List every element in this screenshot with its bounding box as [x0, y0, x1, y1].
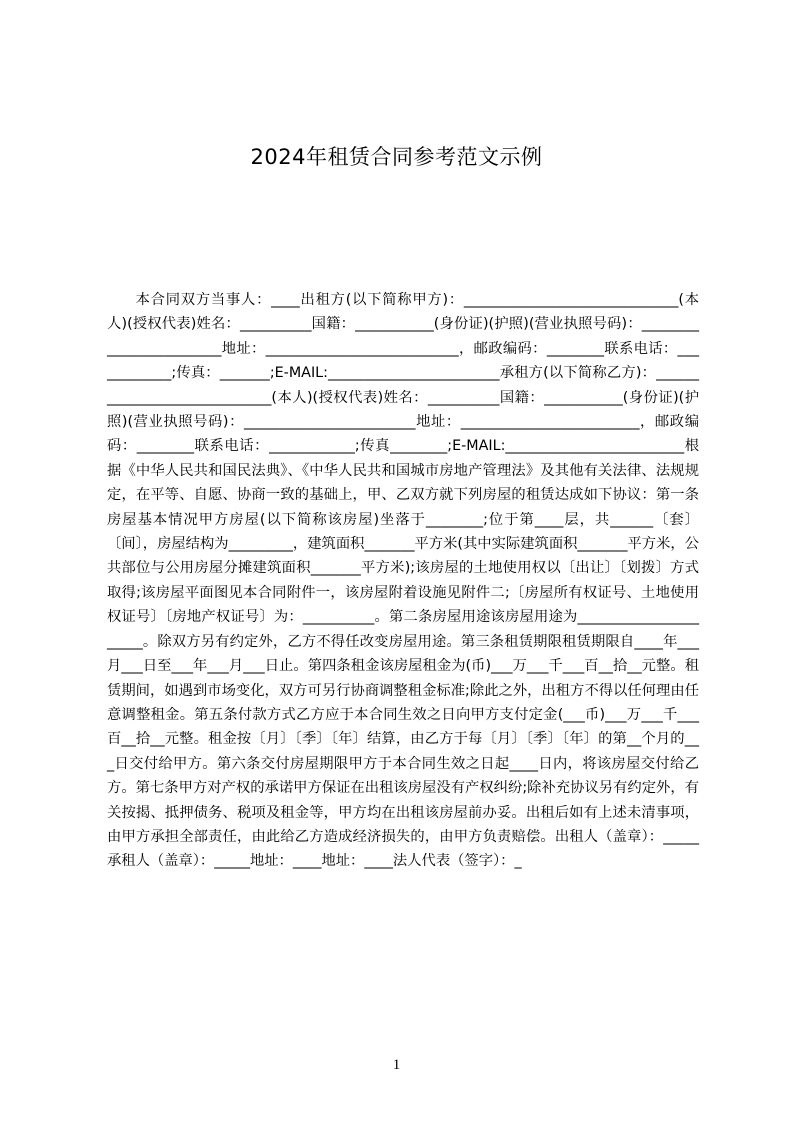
- document-title: 2024年租赁合同参考范文示例: [250, 145, 543, 169]
- contract-body-text: 本合同双方当事人：____出租方(以下简称甲方)：______________________________(本人)(授权代表)姓名：__________国籍：___________(身份证)(护照)(营业执照号码)：________________________地址：___________________________，邮政编码：________联系电话：____________;传真：_______;E-MAIL:________________________承租方(以下简称乙方)：_____________________________(本人)(授权代表)姓名：__________国籍：___________(身份证)(护照)(营业执照号码)：________________________地址：_________________________，邮政编码：________联系电话：____________;传真________;E-MAIL:_________________________根据《中华人民共和国民法典》、《中华人民共和国城市房地产管理法》及其他有关法律、法规规定，在平等、自愿、协商一致的基础上，甲、乙双方就下列房屋的租赁达成如下协议：第一条房屋基本情况甲方房屋(以下简称该房屋)坐落于________;位于第____层，共______〔套〕〔间〕，房屋结构为_________，建筑面积_______平方米(其中实际建筑面积_______平方米，公共部位与公用房屋分摊建筑面积_______平方米);该房屋的土地使用权以〔出让〕〔划拨〕方式取得;该房屋平面图见本合同附件一，该房屋附着设施见附件二;〔房屋所有权证号、土地使用权证号〕〔房地产权证号〕为：__________。第二条房屋用途该房屋用途为______________________。除双方另有约定外，乙方不得任改变房屋用途。第三条租赁期限租赁期限自____年___月___日至___年___月___日止。第四条租金该房屋租金为(币)___万___千___百__拾__元整。租赁期间，如遇到市场变化，双方可另行协商调整租金标准;除此之外，出租方不得以任何理由任意调整租金。第五条付款方式乙方应于本合同生效之日向甲方支付定金(___币)___万___千___百__拾__元整。租金按〔月〕〔季〕〔年〕结算，由乙方于每〔月〕〔季〕〔年〕的第__个月的___日交付给甲方。第六条交付房屋期限甲方于本合同生效之日起____日内，将该房屋交付给乙方。第七条甲方对产权的承诺甲方保证在出租该房屋没有产权纠纷;除补充协议另有约定外，有关按揭、抵押债务、税项及租金等，甲方均在出租该房屋前办妥。出租后如有上述未清事项，由甲方承担全部责任，由此给乙方造成经济损失的，由甲方负责赔偿。出租人（盖章）：_____承租人（盖章）：_____地址：____地址：____法人代表（签字）：_: [107, 292, 699, 870]
- page-number: 1: [392, 1057, 401, 1073]
